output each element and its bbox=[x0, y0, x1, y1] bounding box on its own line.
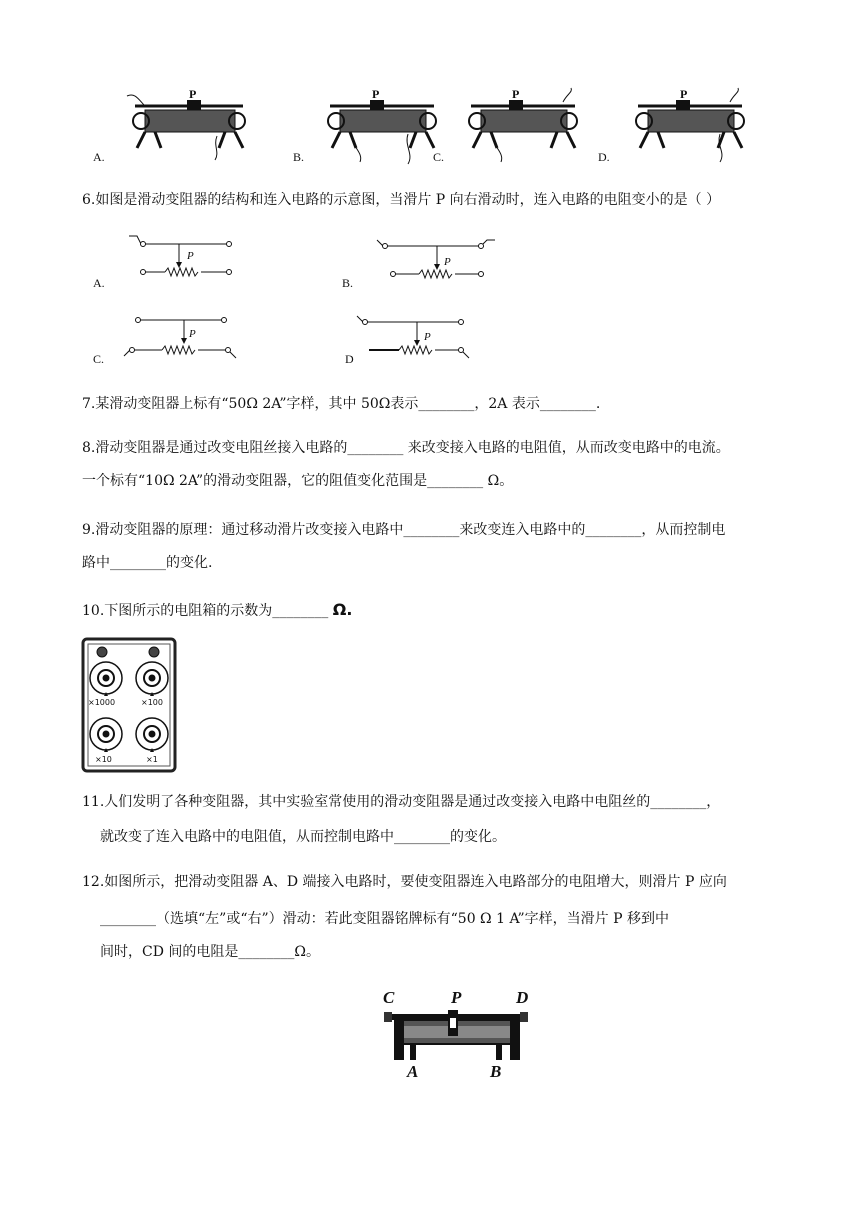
option-b-label: B. bbox=[293, 150, 305, 164]
rheostat-icon bbox=[630, 88, 750, 158]
q12-line-2: ________（选填“左”或“右”）滑动：若此变阻器铭牌标有“50 Ω 1 A”字样，当滑片 P 移到中 bbox=[100, 911, 669, 927]
circuit-diagram-icon bbox=[375, 236, 500, 286]
option-a-label: A. bbox=[93, 276, 105, 290]
option-c-label: C. bbox=[433, 150, 445, 164]
slider-p-label: P bbox=[189, 328, 196, 340]
terminal-d-label: D bbox=[516, 988, 529, 1007]
q12-line-3: 间时，CD 间的电阻是________Ω。 bbox=[100, 944, 320, 960]
slider-p-label: P bbox=[424, 331, 431, 343]
terminal-a-label: A bbox=[407, 1062, 419, 1081]
slider-p-label: P bbox=[680, 87, 688, 101]
q10-text bbox=[82, 600, 352, 621]
slider-p-label: P bbox=[451, 988, 462, 1007]
slider-p-label: P bbox=[444, 256, 451, 268]
option-a-label: A. bbox=[93, 150, 105, 164]
option-d-label: D bbox=[345, 352, 354, 366]
q6-text: 6.如图是滑动变阻器的结构和连入电路的示意图，当滑片 P 向右滑动时，连入电路的电阻变小的是（ ） bbox=[82, 192, 721, 208]
q8-line-2: 一个标有“10Ω 2A”的滑动变阻器，它的阻值变化范围是________ Ω。 bbox=[82, 473, 514, 489]
slider-p-label: P bbox=[189, 87, 197, 101]
q11-line-1: 11.人们发明了各种变阻器，其中实验室常使用的滑动变阻器是通过改变接入电路中电阻丝的________， bbox=[82, 794, 721, 810]
q8-line-1: 8.滑动变阻器是通过改变电阻丝接入电路的________ 来改变接入电路的电阻值，从而改变电路中的电流。 bbox=[82, 440, 730, 456]
q11-line-2: 就改变了连入电路中的电阻值，从而控制电路中________的变化。 bbox=[100, 829, 506, 845]
circuit-diagram-icon bbox=[122, 314, 247, 364]
option-b-label: B. bbox=[342, 276, 354, 290]
q12-line-1: 12.如图所示，把滑动变阻器 A、D 端接入电路时，要使变阻器连入电路部分的电阻增大，则滑片 P 应向 bbox=[82, 874, 727, 890]
terminal-b-label: B bbox=[490, 1062, 502, 1081]
dial-label-1: ×1 bbox=[146, 755, 158, 764]
q10-question: 10.下图所示的电阻箱的示数为________ bbox=[82, 603, 329, 619]
dial-label-100: ×100 bbox=[141, 698, 163, 707]
dial-label-10: ×10 bbox=[95, 755, 112, 764]
ohm-unit: Ω. bbox=[332, 600, 353, 619]
slider-p-label: P bbox=[512, 87, 520, 101]
dial-label-1000: ×1000 bbox=[88, 698, 116, 707]
option-d-label: D. bbox=[598, 150, 610, 164]
terminal-c-label: C bbox=[383, 988, 395, 1007]
rheostat-icon bbox=[463, 88, 583, 158]
slider-p-label: P bbox=[372, 87, 380, 101]
option-c-label: C. bbox=[93, 352, 105, 366]
circuit-diagram-icon bbox=[127, 232, 237, 287]
q7-text: 7.某滑动变阻器上标有“50Ω 2A”字样，其中 50Ω表示________，2A 表示________. bbox=[82, 396, 601, 412]
slider-p-label: P bbox=[187, 250, 194, 262]
q9-line-2: 路中________的变化. bbox=[82, 555, 213, 571]
circuit-diagram-icon bbox=[355, 312, 480, 362]
q9-line-1: 9.滑动变阻器的原理：通过移动滑片改变接入电路中________来改变连入电路中的________，从而控制电 bbox=[82, 522, 726, 538]
rheostat-icon bbox=[322, 88, 442, 158]
